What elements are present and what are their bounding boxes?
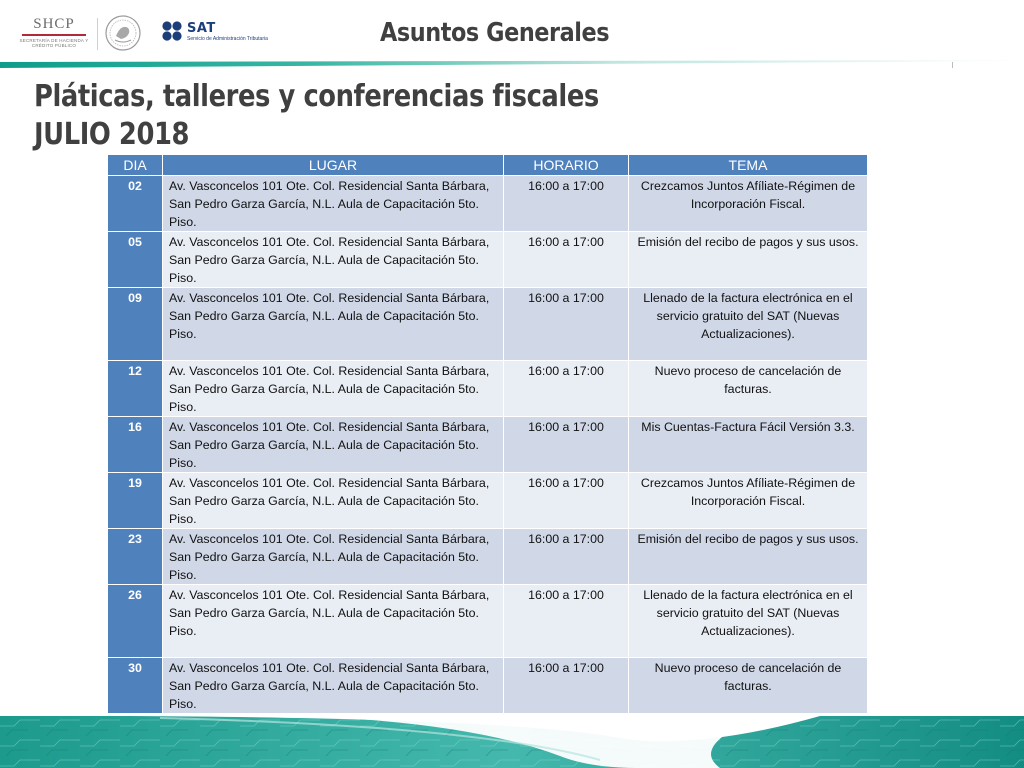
cell-lugar: Av. Vasconcelos 101 Ote. Col. Residencial Santa Bárbara, San Pedro Garza García, N.L. Aula de Capacitación 5to. Piso.: [163, 473, 504, 529]
cell-dia: 05: [108, 232, 163, 288]
cell-tema: Emisión del recibo de pagos y sus usos.: [629, 232, 868, 288]
cell-lugar: Av. Vasconcelos 101 Ote. Col. Residencial Santa Bárbara, San Pedro Garza García, N.L. Aula de Capacitación 5to. Piso.: [163, 288, 504, 361]
cell-tema: Mis Cuentas-Factura Fácil Versión 3.3.: [629, 417, 868, 473]
cell-dia: 19: [108, 473, 163, 529]
table-row: [108, 361, 868, 417]
cell-tema: Nuevo proceso de cancelación de facturas.: [629, 658, 868, 714]
cell-tema: Crezcamos Juntos Afíliate-Régimen de Incorporación Fiscal.: [629, 176, 868, 232]
logo-divider: [97, 18, 98, 50]
sat-logo-name: SAT: [187, 21, 216, 36]
cell-lugar: Av. Vasconcelos 101 Ote. Col. Residencial Santa Bárbara, San Pedro Garza García, N.L. Aula de Capacitación 5to. Piso.: [163, 529, 504, 585]
cell-dia: 23: [108, 529, 163, 585]
cell-lugar: Av. Vasconcelos 101 Ote. Col. Residencial Santa Bárbara, San Pedro Garza García, N.L. Aula de Capacitación 5to. Piso.: [163, 585, 504, 658]
table-row: [108, 473, 868, 529]
shcp-logo: [18, 16, 90, 52]
cell-horario: 16:00 a 17:00: [504, 288, 629, 361]
cell-tema: Nuevo proceso de cancelación de facturas.: [629, 361, 868, 417]
column-header-dia: DIA: [108, 155, 163, 176]
national-seal-icon: [104, 14, 142, 52]
cell-lugar: Av. Vasconcelos 101 Ote. Col. Residencial Santa Bárbara, San Pedro Garza García, N.L. Aula de Capacitación 5to. Piso.: [163, 232, 504, 288]
page-title: Pláticas, talleres y conferencias fiscales JULIO 2018: [34, 79, 599, 152]
sat-logo: [161, 19, 281, 47]
cell-horario: 16:00 a 17:00: [504, 417, 629, 473]
shcp-logo-rule: [22, 34, 86, 36]
section-title: Asuntos Generales: [380, 18, 610, 48]
cell-tema: Llenado de la factura electrónica en el servicio gratuito del SAT (Nuevas Actualizaciones).: [629, 288, 868, 361]
cell-lugar: Av. Vasconcelos 101 Ote. Col. Residencial Santa Bárbara, San Pedro Garza García, N.L. Aula de Capacitación 5to. Piso.: [163, 658, 504, 714]
column-header-lugar: LUGAR: [163, 155, 504, 176]
cell-tema: Crezcamos Juntos Afíliate-Régimen de Incorporación Fiscal.: [629, 473, 868, 529]
table-row: [108, 529, 868, 585]
cell-lugar: Av. Vasconcelos 101 Ote. Col. Residencial Santa Bárbara, San Pedro Garza García, N.L. Aula de Capacitación 5to. Piso.: [163, 361, 504, 417]
cell-lugar: Av. Vasconcelos 101 Ote. Col. Residencial Santa Bárbara, San Pedro Garza García, N.L. Aula de Capacitación 5to. Piso.: [163, 176, 504, 232]
table-header-row: [108, 155, 868, 176]
footer-wave-decoration: [0, 716, 1024, 768]
cell-horario: 16:00 a 17:00: [504, 176, 629, 232]
table-row: [108, 585, 868, 658]
cell-horario: 16:00 a 17:00: [504, 585, 629, 658]
cell-lugar: Av. Vasconcelos 101 Ote. Col. Residencial Santa Bárbara, San Pedro Garza García, N.L. Aula de Capacitación 5to. Piso.: [163, 417, 504, 473]
column-header-tema: TEMA: [629, 155, 868, 176]
cell-dia: 12: [108, 361, 163, 417]
corner-mark: [952, 62, 953, 68]
table-row: [108, 288, 868, 361]
cell-tema: Emisión del recibo de pagos y sus usos.: [629, 529, 868, 585]
table-row: [108, 658, 868, 714]
cell-dia: 09: [108, 288, 163, 361]
table-row: [108, 232, 868, 288]
sat-logo-icon: [161, 20, 183, 42]
table-row: [108, 417, 868, 473]
cell-horario: 16:00 a 17:00: [504, 473, 629, 529]
column-header-horario: HORARIO: [504, 155, 629, 176]
header-stripe: [0, 60, 1024, 68]
cell-dia: 16: [108, 417, 163, 473]
schedule-table-wrapper: [107, 154, 867, 714]
cell-dia: 30: [108, 658, 163, 714]
sat-logo-subtitle: Servicio de Administración Tributaria: [187, 36, 268, 42]
schedule-table: [107, 154, 868, 714]
shcp-logo-name: SHCP: [33, 16, 75, 32]
shcp-logo-subtitle: SECRETARÍA DE HACIENDA Y CRÉDITO PÚBLICO: [19, 38, 89, 48]
cell-tema: Llenado de la factura electrónica en el servicio gratuito del SAT (Nuevas Actualizaciones).: [629, 585, 868, 658]
cell-horario: 16:00 a 17:00: [504, 529, 629, 585]
table-row: [108, 176, 868, 232]
cell-dia: 26: [108, 585, 163, 658]
cell-horario: 16:00 a 17:00: [504, 232, 629, 288]
cell-horario: 16:00 a 17:00: [504, 658, 629, 714]
cell-dia: 02: [108, 176, 163, 232]
cell-horario: 16:00 a 17:00: [504, 361, 629, 417]
